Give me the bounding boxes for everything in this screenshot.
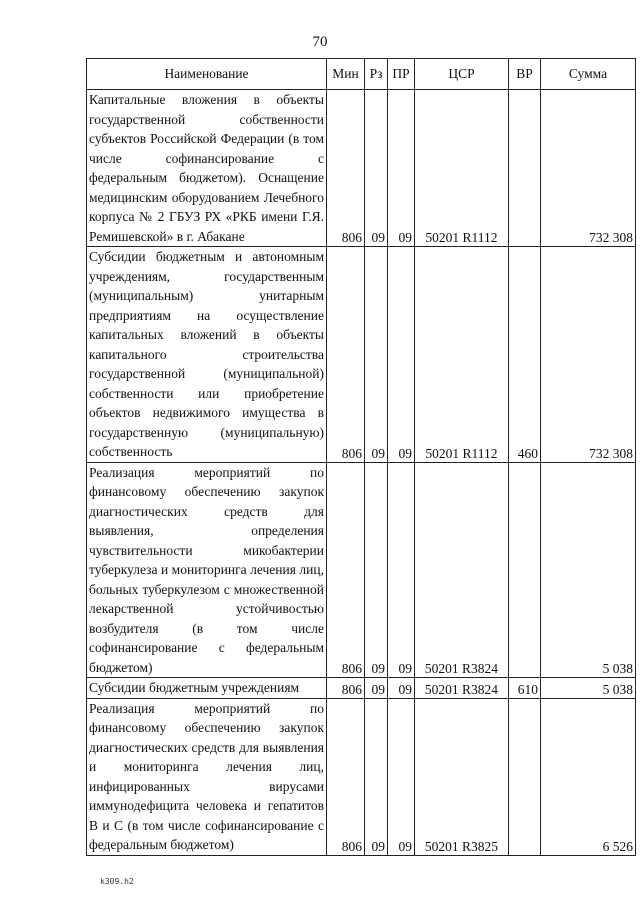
row-name: Реализация мероприятий по финансовому обеспечению закупок диагностических средств для выявления и мониторинга лечения лиц, инфицированных вирусами иммунодефицита человека и гепатитов В и С (в том числе софинансирование с федеральным бюджетом) <box>87 698 327 855</box>
footer-code: k309.h2 <box>100 877 134 886</box>
header-rz: Рз <box>365 59 388 90</box>
page-number: 70 <box>312 34 328 50</box>
row-rz: 09 <box>365 678 388 699</box>
row-min: 806 <box>327 247 365 463</box>
row-sum: 732 308 <box>541 247 636 463</box>
row-vr: 460 <box>509 247 541 463</box>
row-csr: 50201 R3824 <box>415 462 509 678</box>
header-pr: ПР <box>388 59 415 90</box>
row-name: Капитальные вложения в объекты государственной собственности субъектов Российской Федерации (в том числе софинансирование с федеральным бюджетом). Оснащение медицинским оборудованием Лечебного корпуса № 2 ГБУЗ РХ «РКБ имени Г.Я. Ремишевской» в г. Абакане <box>87 90 327 247</box>
row-pr: 09 <box>388 247 415 463</box>
row-pr: 09 <box>388 462 415 678</box>
row-csr: 50201 R3825 <box>415 698 509 855</box>
row-vr <box>509 698 541 855</box>
row-vr: 610 <box>509 678 541 699</box>
table-row <box>87 678 636 699</box>
header-sum: Сумма <box>541 59 636 90</box>
row-min: 806 <box>327 698 365 855</box>
row-name: Субсидии бюджетным и автономным учреждениям, государственным (муниципальным) унитарным предприятиям на осуществление капитальных вложений в объекты капитального строительства государственной (муниципальной) собственности или приобретение объектов недвижимого имущества в государственную (муниципальную) собственность <box>87 247 327 463</box>
row-min: 806 <box>327 678 365 699</box>
header-name: Наименование <box>87 59 327 90</box>
row-pr: 09 <box>388 678 415 699</box>
table-header-row <box>87 59 636 90</box>
row-name: Реализация мероприятий по финансовому обеспечению закупок диагностических средств для выявления, определения чувствительности микобактерии туберкулеза и мониторинга лечения лиц, больных туберкулезом с множественной лекарственной устойчивостью возбудителя (в том числе софинансирование с федеральным бюджетом) <box>87 462 327 678</box>
row-vr <box>509 462 541 678</box>
row-pr: 09 <box>388 698 415 855</box>
table-row <box>87 247 636 463</box>
row-min: 806 <box>327 90 365 247</box>
row-csr: 50201 R3824 <box>415 678 509 699</box>
row-csr: 50201 R1112 <box>415 90 509 247</box>
row-name: Субсидии бюджетным учреждениям <box>87 678 327 699</box>
row-rz: 09 <box>365 247 388 463</box>
row-rz: 09 <box>365 698 388 855</box>
table-row <box>87 90 636 247</box>
row-min: 806 <box>327 462 365 678</box>
row-vr <box>509 90 541 247</box>
header-min: Мин <box>327 59 365 90</box>
row-sum: 5 038 <box>541 678 636 699</box>
table-row <box>87 462 636 678</box>
row-pr: 09 <box>388 90 415 247</box>
row-csr: 50201 R1112 <box>415 247 509 463</box>
row-rz: 09 <box>365 90 388 247</box>
header-vr: ВР <box>509 59 541 90</box>
row-rz: 09 <box>365 462 388 678</box>
header-csr: ЦСР <box>415 59 509 90</box>
row-sum: 5 038 <box>541 462 636 678</box>
row-sum: 732 308 <box>541 90 636 247</box>
budget-table <box>86 58 636 856</box>
table-row <box>87 698 636 855</box>
row-sum: 6 526 <box>541 698 636 855</box>
